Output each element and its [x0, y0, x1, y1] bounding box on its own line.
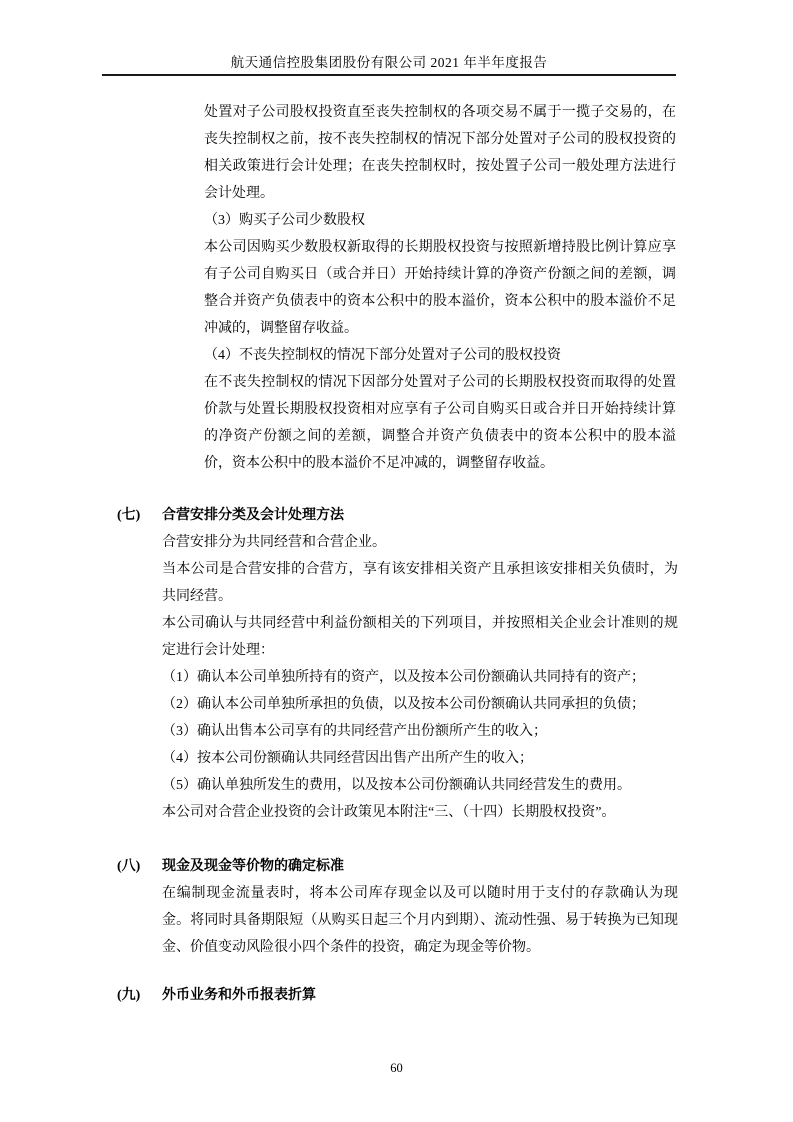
section-number: (七): [117, 508, 141, 523]
section-joint-arrangements: [102, 502, 678, 826]
section-title: 合营安排分类及会计处理方法: [162, 508, 344, 523]
body-paragraph: 本公司因购买少数股权新取得的长期股权投资与按照新增持股比例计算应享有子公司自购买日（或合并日）开始持续计算的净资产份额之间的差额，调整合并资产负债表中的资本公积中的股本溢价，资本公积中的股本溢价不足冲减的，调整留存收益。: [204, 240, 676, 336]
section-heading: [102, 982, 678, 1009]
body-paragraph: 在不丧失控制权的情况下因部分处置对子公司的长期股权投资而取得的处置价款与处置长期股权投资相对应享有子公司自购买日或合并日开始持续计算的净资产份额之间的差额，调整合并资产负债表中的资本公积中的股本溢价，资本公积中的股本溢价不足冲减的，调整留存收益。: [204, 375, 676, 471]
list-item-paragraph: （1）确认本公司单独所持有的资产，以及按本公司份额确认共同持有的资产；: [162, 670, 645, 685]
body-paragraph: 本公司对合营企业投资的会计政策见本附注“三、（十四）长期股权投资”。: [162, 805, 616, 820]
body-paragraph: 合营安排分为共同经营和合营企业。: [162, 535, 386, 550]
page-number: 60: [390, 1061, 403, 1075]
body-paragraph: 在编制现金流量表时，将本公司库存现金以及可以随时用于支付的存款确认为现金。将同时具备期限短（从购买日起三个月内到期）、流动性强、易于转换为已知现金、价值变动风险很小四个条件的投资，确定为现金等价物。: [162, 886, 678, 955]
body-paragraph: 当本公司是合营安排的合营方，享有该安排相关资产且承担该安排相关负债时，为共同经营。: [162, 562, 678, 604]
list-item-paragraph: （5）确认单独所发生的费用，以及按本公司份额确认共同经营发生的费用。: [162, 778, 631, 793]
list-item-paragraph: （3）购买子公司少数股权: [204, 213, 365, 228]
page-header: [102, 54, 676, 76]
section-cash-equivalents: [102, 853, 678, 961]
page-footer: [0, 1060, 793, 1076]
document-body: [102, 99, 678, 1009]
section-content: [162, 529, 678, 826]
section-number: (八): [117, 859, 141, 874]
body-paragraph: 处置对子公司股权投资直至丧失控制权的各项交易不属于一揽子交易的，在丧失控制权之前，按不丧失控制权的情况下部分处置对子公司的股权投资的相关政策进行会计处理；在丧失控制权时，按处置子公司一般处理方法进行会计处理。: [204, 105, 676, 201]
section-foreign-currency: [102, 982, 678, 1009]
section-title: 现金及现金等价物的确定标准: [162, 859, 344, 874]
report-header-title: 航天通信控股集团股份有限公司 2021 年半年度报告: [230, 55, 548, 70]
section-number: (九): [117, 988, 141, 1003]
list-item-paragraph: （2）确认本公司单独所承担的负债，以及按本公司份额确认共同承担的负债；: [162, 697, 645, 712]
section-heading: [102, 502, 678, 529]
section-content: [162, 880, 678, 961]
list-item-paragraph: （3）确认出售本公司享有的共同经营产出份额所产生的收入；: [162, 724, 547, 739]
list-item-paragraph: （4）不丧失控制权的情况下部分处置对子公司的股权投资: [204, 348, 561, 363]
section-heading: [102, 853, 678, 880]
body-paragraph: 本公司确认与共同经营中利益份额相关的下列项目，并按照相关企业会计准则的规定进行会计处理：: [162, 616, 678, 658]
section-title: 外币业务和外币报表折算: [162, 988, 316, 1003]
continuation-block: [204, 99, 676, 477]
list-item-paragraph: （4）按本公司份额确认共同经营因出售产出所产生的收入；: [162, 751, 533, 766]
